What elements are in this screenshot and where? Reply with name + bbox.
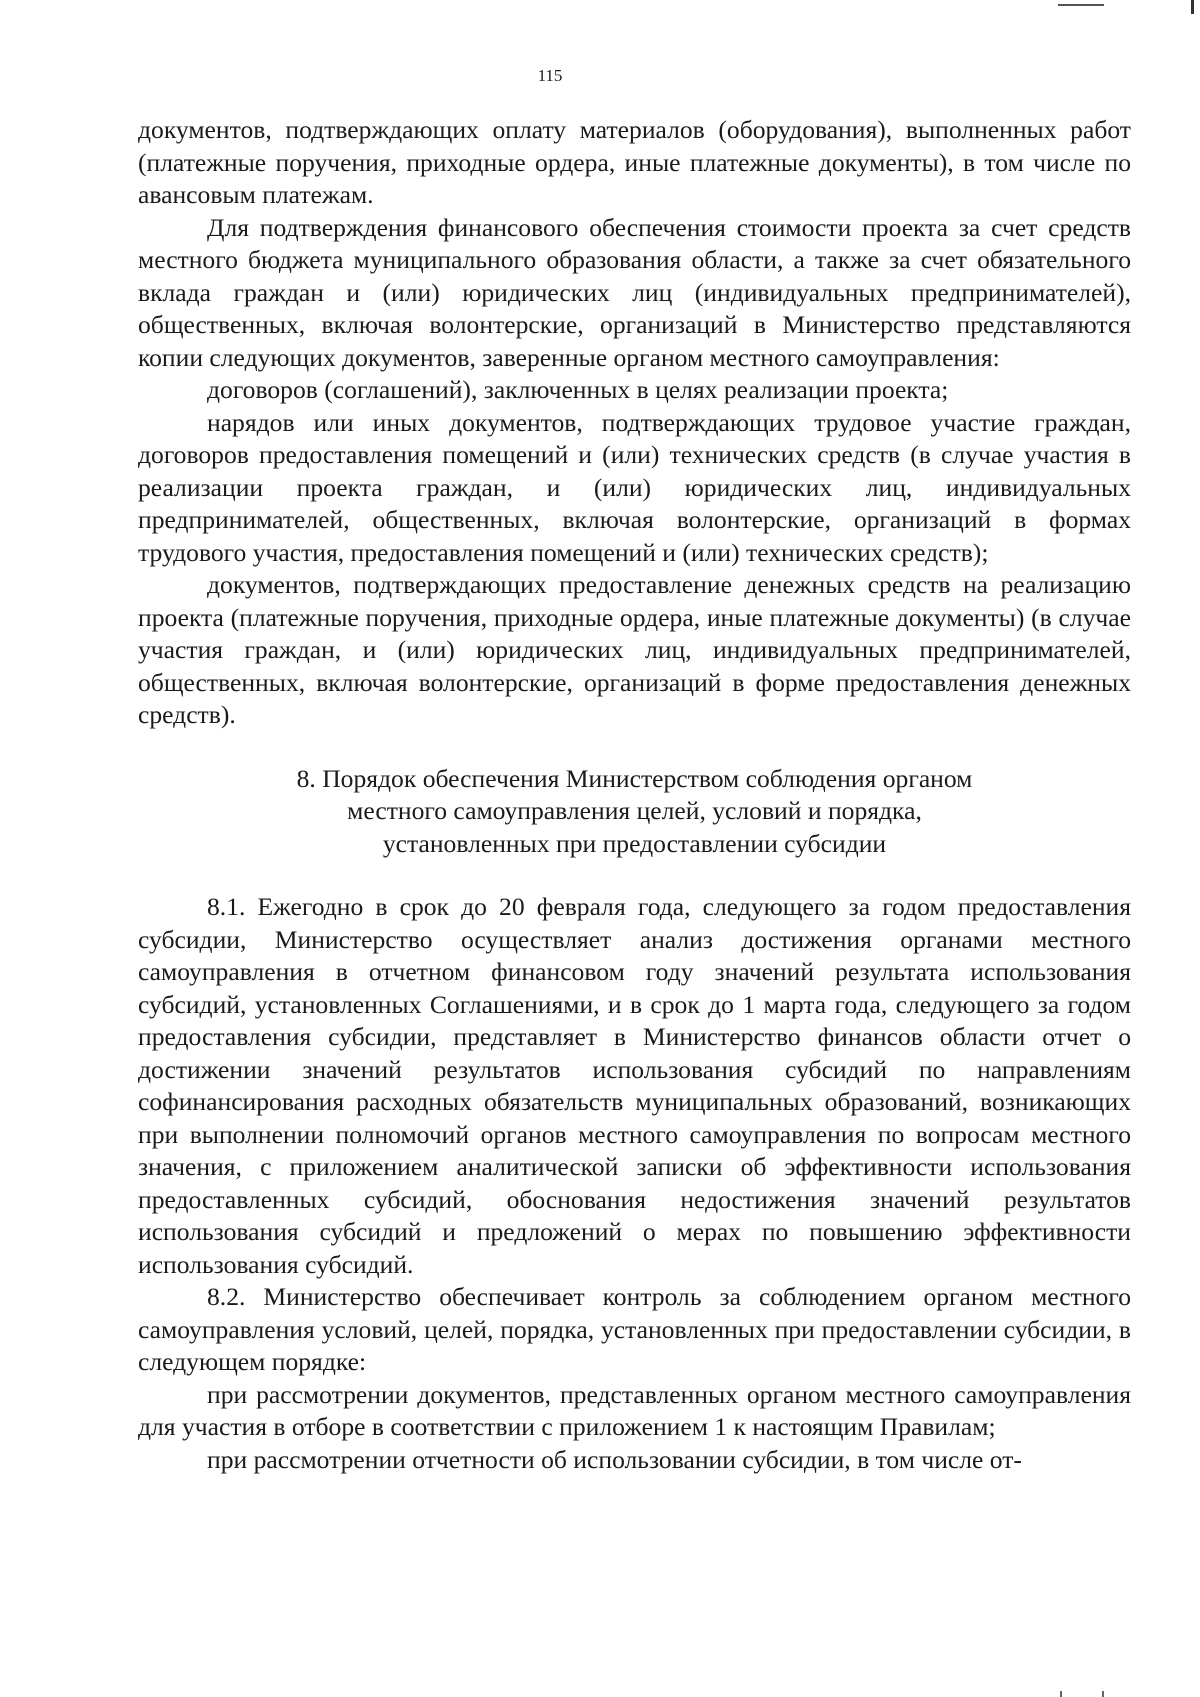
- scan-edge-mark: [1058, 4, 1104, 6]
- page-number: 115: [537, 66, 563, 85]
- list-item: договоров (соглашений), заключенных в целях реализации проекта;: [207, 375, 949, 404]
- paragraph: Для подтверждения финансового обеспечения стоимости проекта за счет средств местного бюджета муниципального образования области, а также за счет обязательного вклада граждан и (или) юридических лиц (индивидуальных предпринимателей), общественных, включая волонтерские, организаций в Министерство представляются копии следующих документов, заверенные органом местного самоуправления:: [138, 212, 1131, 372]
- scan-edge-mark: [1191, 0, 1194, 14]
- paragraph-continuation: документов, подтверждающих оплату материалов (оборудования), выполненных работ (платежные поручения, приходные ордера, иные платежные документы), в том числе по авансовым платежам.: [138, 115, 1131, 209]
- section-heading: [138, 763, 1131, 861]
- list-item: нарядов или иных документов, подтверждающих трудовое участие граждан, договоров предоставления помещений и (или) технических средств (в случае участия в реализации проекта граждан, и (или) юридических лиц, индивидуальных предпринимателей, общественных, включая волонтерские, организаций в формах трудового участия, предоставления помещений и (или) технических средств);: [138, 407, 1131, 567]
- list-item: документов, подтверждающих предоставление денежных средств на реализацию проекта (платежные поручения, приходные ордера, иные платежные документы) (в случае участия граждан, и (или) юридических лиц, индивидуальных предпринимателей, общественных, включая волонтерские, организаций в форме предоставления денежных средств).: [138, 570, 1131, 729]
- paragraph-8-2: 8.2. Министерство обеспечивает контроль за соблюдением органом местного самоуправления условий, целей, порядка, установленных при предоставлении субсидии, в следующем порядке:: [138, 1282, 1131, 1376]
- list-item: при рассмотрении отчетности об использовании субсидии, в том числе от-: [207, 1444, 1022, 1474]
- list-item: при рассмотрении документов, представленных органом местного самоуправления для участия в отборе в соответствии с приложением 1 к настоящим Правилам;: [138, 1379, 1131, 1441]
- paragraph-8-1: 8.1. Ежегодно в срок до 20 февраля года, следующего за годом предоставления субсидии, Министерство осуществляет анализ достижения органами местного самоуправления в отчетном финансовом году значений результата использования субсидий, установленных Соглашениями, и в срок до 1 марта года, следующего за годом предоставления субсидии, представляет в Министерство финансов области отчет о достижении значений результатов использования субсидий по направлениям софинансирования расходных обязательств муниципальных образований, возникающих при выполнении полномочий органов местного самоуправления по вопросам местного значения, с приложением аналитической записки об эффективности использования предоставленных субсидий, обоснования недостижения значений результатов использования субсидий и предложений о мерах по повышению эффективности использования субсидий.: [138, 892, 1131, 1279]
- document-body: [138, 114, 1131, 1476]
- section-heading-line: установленных при предоставлении субсидии: [382, 828, 887, 858]
- scan-edge-mark: [1060, 1691, 1104, 1697]
- section-heading-line: 8. Порядок обеспечения Министерством соблюдения органом: [296, 763, 973, 793]
- section-heading-line: местного самоуправления целей, условий и порядка,: [347, 796, 922, 825]
